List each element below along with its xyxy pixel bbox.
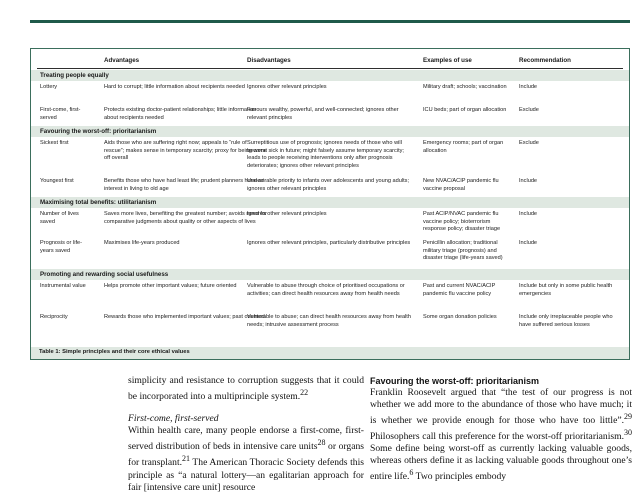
disadvantages-cell: Favours wealthy, powerful, and well-connected; ignores other relevant principles <box>247 107 399 121</box>
citation-ref: 28 <box>317 438 326 448</box>
subheading-worst-off: Favouring the worst-off: prioritarianism <box>370 376 540 386</box>
top-rule <box>30 20 630 23</box>
advantages-cell: Helps promote other important values; future oriented <box>104 283 237 289</box>
header-rule <box>37 68 623 69</box>
citation-ref: 29 <box>624 412 632 421</box>
body-paragraph <box>128 425 364 493</box>
section-title: Treating people equally <box>40 72 109 79</box>
disadvantages-cell: Vulnerable to abuse through choice of prioritised occupations or activities; can direct health resources away from health needs <box>247 283 405 297</box>
header-recommendation: Recommendation <box>519 57 571 64</box>
examples-cell: ICU beds; part of organ allocation <box>423 107 507 113</box>
header-advantages: Advantages <box>104 57 140 64</box>
section-header <box>31 126 629 137</box>
principle-cell: Number of lives saved <box>40 211 79 225</box>
examples-cell: New NVAC/ACIP pandemic flu vaccine proposal <box>423 178 499 192</box>
citation-ref: 6 <box>409 468 414 478</box>
disadvantages-cell: Ignores other relevant principles <box>247 211 327 217</box>
advantages-cell: Rewards those who implemented important values; past oriented <box>104 314 265 320</box>
paragraph-text: Some define being worst-off as currently lacking valuable goods, whereas others define it as lacking valuable goods throughout one’s entire life. <box>370 443 632 483</box>
recommendation-cell: Exclude <box>519 107 539 113</box>
recommendation-cell: Include <box>519 211 538 217</box>
disadvantages-cell: Undesirable priority to infants over adolescents and young adults; ignores other relevant principles <box>247 178 410 192</box>
section-header <box>31 197 629 208</box>
advantages-cell: Hard to corrupt; little information about recipients needed <box>104 84 245 90</box>
recommendation-cell: Include <box>519 178 538 184</box>
disadvantages-cell: Ignores other relevant principles <box>247 84 327 90</box>
disadvantages-cell: Ignores other relevant principles, particularly distributive principles <box>247 240 411 246</box>
body-paragraph <box>128 375 364 403</box>
disadvantages-cell: Vulnerable to abuse; can direct health resources away from health needs; intrusive assessment process <box>247 314 411 328</box>
examples-cell: Penicillin allocation; traditional military triage (prognosis) and disaster triage (life-years saved) <box>423 240 503 262</box>
advantages-cell: Maximises life-years produced <box>104 240 180 246</box>
examples-cell: Military draft; schools; vaccination <box>423 84 507 90</box>
advantages-cell: Benefits those who have had least life; prudent planners have an interest in living to old age <box>104 178 265 192</box>
recommendation-cell: Include only irreplaceable people who have suffered serious losses <box>519 314 613 328</box>
paragraph-text: Franklin Roosevelt argued that “the test of our progress is not whether we add more to the abundance of those who have much; it is whether we provide enough for those who have too little”. <box>370 387 632 427</box>
citation-ref: 21 <box>182 454 191 464</box>
recommendation-cell: Include <box>519 84 538 90</box>
citation-ref: 30 <box>624 428 632 438</box>
paragraph-text: Within health care, many people endorse a first-come, first-served distribution of beds in intensive care units <box>128 425 364 453</box>
section-header <box>31 70 629 81</box>
principle-cell: Lottery <box>40 84 58 90</box>
recommendation-cell: Include but only in some public health emergencies <box>519 283 613 297</box>
subheading-first-come: First-come, first-served <box>128 413 219 425</box>
principle-cell: Instrumental value <box>40 283 86 289</box>
advantages-cell: Aids those who are suffering right now; appeals to “rule of rescue”; makes sense in temporary scarcity; proxy for being worst off overall <box>104 140 267 162</box>
table-caption: Table 1: Simple principles and their core ethical values <box>39 349 190 355</box>
header-examples: Examples of use <box>423 57 472 64</box>
principle-cell: Reciprocity <box>40 314 68 320</box>
section-title: Maximising total benefits: utilitarianism <box>40 199 157 206</box>
body-column-right <box>370 375 632 484</box>
table-caption-bar <box>31 347 629 359</box>
examples-cell: Emergency rooms; part of organ allocation <box>423 140 504 154</box>
recommendation-cell: Include <box>519 240 538 246</box>
body-column-left <box>128 375 364 494</box>
examples-cell: Past ACIP/NVAC pandemic flu vaccine policy; bioterrorism response policy; disaster triage <box>423 211 501 233</box>
paragraph-text: or organs for transplant. <box>128 441 364 469</box>
principle-cell: Sickest first <box>40 140 69 146</box>
recommendation-cell: Exclude <box>519 140 539 146</box>
principle-cell: First-come, first-served <box>40 107 81 121</box>
section-title: Favouring the worst-off: prioritarianism <box>40 128 157 135</box>
paragraph-text: simplicity and resistance to corruption suggests that it could be incorporated into a multiprinciple system. <box>128 375 364 403</box>
examples-cell: Some organ donation policies <box>423 314 497 320</box>
ethics-table <box>30 48 630 360</box>
paragraph-text: Two principles embody <box>413 471 507 483</box>
section-title: Promoting and rewarding social usefulness <box>40 271 169 278</box>
paragraph-text: The American Thoracic Society defends this principle as “a natural lottery—an egalitarian approach for fair [intensive care unit] resource <box>128 457 364 493</box>
examples-cell: Past and current NVAC/ACIP pandemic flu vaccine policy <box>423 283 496 297</box>
principle-cell: Youngest first <box>40 178 74 184</box>
paragraph-text: Philosophers call this preference for the worst-off prioritarianism. <box>370 431 624 443</box>
citation-ref: 22 <box>300 388 309 397</box>
advantages-cell: Protects existing doctor-patient relationships; little information about recipients needed <box>104 107 257 121</box>
principle-cell: Prognosis or life-years saved <box>40 240 82 254</box>
body-paragraph <box>370 387 632 484</box>
disadvantages-cell: Surreptitious use of prognosis; ignores needs of those who will become sick in future; might falsely assume temporary scarcity; leads to people receiving interventions only after prognosis deteriorates; ignores other relevant principles <box>247 140 404 169</box>
section-header <box>31 269 629 280</box>
header-disadvantages: Disadvantages <box>247 57 291 64</box>
advantages-cell: Saves more lives, benefiting the greatest number; avoids need for comparative judgments about quality or other aspects of lives <box>104 211 267 225</box>
